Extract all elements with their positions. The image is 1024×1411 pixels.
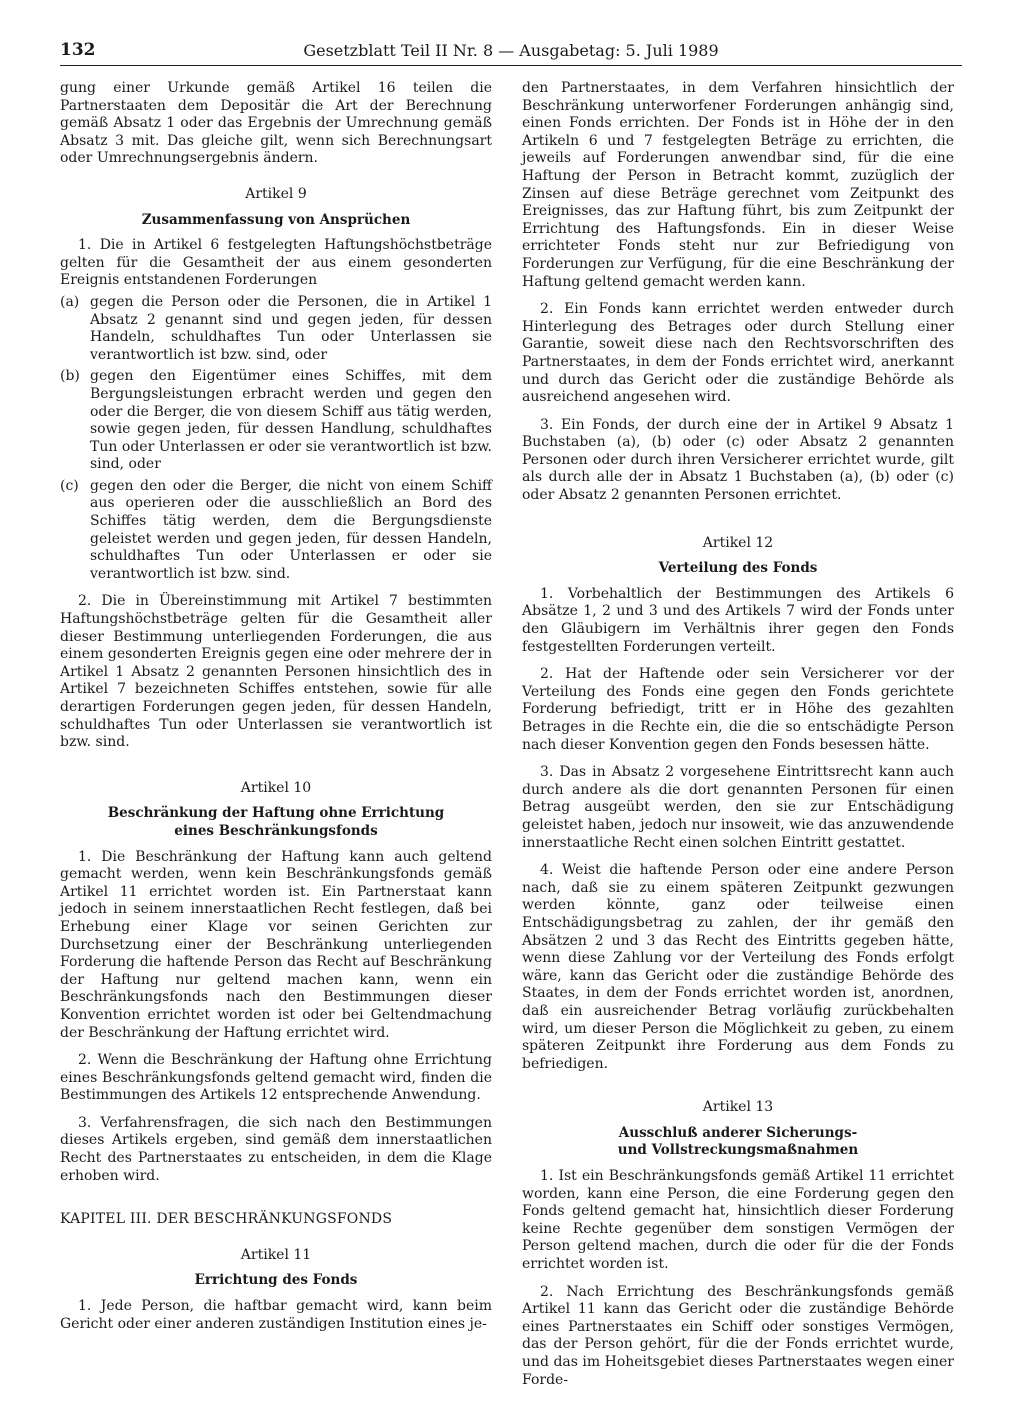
article-9-paragraph-2: 2. Die in Übereinstimmung mit Artikel 7 bestimmten Haftungshöchstbeträge gelten für die Gesamtheit aller dieser Bestimmung unterliegenden Forderungen, die aus einem gesonderten Ereignis gegen eine oder mehrere der in Artikel 1 Absatz 2 genannten Personen hinsichtlich des in Artikel 7 bezeichneten Schiffes entstehen, sowie für alle derartigen Forderungen gegen jeden, für dessen Handeln, schuldhaftes Tun oder Unterlassen sie verantwortlich ist bzw. sind. [60, 593, 492, 751]
list-item-text: gegen den Eigentümer eines Schiffes, mit dem Bergungsleistungen erbracht werden und gegen den oder die Berger, die von diesem Schiff aus tätig werden, sowie gegen jeden, für dessen Handlung, schuldhaftes Tun oder Unterlassen er oder sie verantwortlich ist bzw. sind, oder [90, 368, 492, 473]
list-item-marker: (c) [60, 477, 79, 494]
article-13-paragraph-2: 2. Nach Errichtung des Beschränkungsfonds gemäß Artikel 11 kann das Gericht oder die zuständige Behörde eines Partnerstaates ein Schiff oder sonstiges Vermögen, das der Person gehört, für die der Fonds errichtet wurde, und das im Hoheitsgebiet dieses Partnerstaates wegen einer Forde- [522, 1283, 954, 1388]
list-item-text: gegen die Person oder die Personen, die in Artikel 1 Absatz 2 genannt sind und gegen jeden, für dessen Handeln, schuldhaftes Tun oder Unterlassen sie verantwortlich ist bzw. sind, oder [90, 293, 492, 363]
article-11-paragraph-3: 3. Ein Fonds, der durch eine der in Artikel 9 Absatz 1 Buchstaben (a), (b) oder (c) oder Absatz 2 genannten Personen oder durch ihren Versicherer errichtet wurde, gilt als durch alle der in Absatz 1 Buchstaben (a), (b) oder (c) oder Absatz 2 genannten Personen errichtet. [522, 416, 954, 504]
article-11-paragraph-1-start: 1. Jede Person, die haftbar gemacht wird, kann beim Gericht oder einer anderen zuständigen Institution eines je- [60, 1298, 492, 1332]
article-10-paragraph-1: 1. Die Beschränkung der Haftung kann auch geltend gemacht werden, wenn kein Beschränkungsfonds gemäß Artikel 11 errichtet worden ist. Ein Partnerstaat kann jedoch in seinem innerstaatlichen Recht festlegen, daß bei Erhebung einer Klage vor seinen Gerichten zur Durchsetzung einer der Beschränkung unterliegenden Forderung die haftende Person das Recht auf Beschränkung der Haftung nur geltend machen kann, wenn ein Beschränkungsfonds nach den Bestimmungen dieser Konvention errichtet worden ist oder bei Geltendmachung der Beschränkung der Haftung errichtet wird. [60, 848, 492, 1041]
intro-paragraph: gung einer Urkunde gemäß Artikel 16 teilen die Partnerstaaten dem Depositär die Art der Berechnung gemäß Absatz 1 oder das Ergebnis der Umrechnung gemäß Absatz 3 mit. Das gleiche gilt, wenn sich Berechnungsart oder Umrechnungsergebnis ändern. [60, 80, 492, 167]
article-13-heading-line-1: Ausschluß anderer Sicherungs- [618, 1124, 858, 1141]
article-10-heading-line-2: eines Beschränkungsfonds [174, 822, 378, 839]
article-12-paragraph-2: 2. Hat der Haftende oder sein Versicherer vor der Verteilung des Fonds eine gegen den Fonds gerichtete Forderung befriedigt, tritt er in Höhe des gezahlten Betrages in die Rechte ein, die die so entschädigte Person nach dieser Konvention gegen den Fonds besessen hätte. [522, 666, 954, 753]
article-11-paragraph-1-continued: den Partnerstaates, in dem Verfahren hinsichtlich der Beschränkung unterworfener Forderungen anhängig sind, einen Fonds errichten. Der Fonds ist in Höhe der in den Artikeln 6 und 7 festgelegten Beträge zu errichten, die jeweils auf Forderungen anwendbar sind, für die eine Haftung der Person in Betracht kommt, zuzüglich der Zinsen auf diese Beträge gerechnet vom Zeitpunkt des Ereignisses, das zur Haftung führt, bis zum Zeitpunkt der Errichtung des Haftungsfonds. Ein in dieser Weise errichteter Fonds steht nur zur Befriedigung von Forderungen zur Verfügung, für die eine Beschränkung der Haftung geltend gemacht werden kann. [522, 80, 954, 290]
article-12-paragraph-1: 1. Vorbehaltlich der Bestimmungen des Artikels 6 Absätze 1, 2 und 3 und des Artikels 7 wird der Fonds unter den Gläubigern im Verhältnis ihrer gegen den Fonds festgestellten Forderungen verteilt. [522, 585, 954, 655]
chapter-heading: KAPITEL III. DER BESCHRÄNKUNGSFONDS [60, 1211, 393, 1228]
article-10-paragraph-2: 2. Wenn die Beschränkung der Haftung ohne Errichtung eines Beschränkungsfonds geltend gemacht wird, finden die Bestimmungen des Artikels 12 entsprechende Anwendung. [60, 1052, 492, 1104]
article-13-heading-line-2: und Vollstreckungsmaßnahmen [617, 1142, 859, 1159]
article-10-paragraph-3: 3. Verfahrensfragen, die sich nach den Bestimmungen dieses Artikels ergeben, sind gemäß dem innerstaatlichen Recht des Partnerstaates zu entscheiden, in dem die Klage erhoben wird. [60, 1114, 492, 1184]
article-9-title: Artikel 9 [245, 185, 307, 202]
article-10-heading-line-1: Beschränkung der Haftung ohne Errichtung [107, 805, 445, 822]
article-9-list [60, 294, 492, 584]
article-9-paragraph-1: 1. Die in Artikel 6 festgelegten Haftungshöchstbeträge gelten für die Gesamtheit der aus einem gesonderten Ereignis entstandenen Forderungen [60, 237, 492, 289]
article-12-paragraph-3: 3. Das in Absatz 2 vorgesehene Eintrittsrecht kann auch durch andere als die dort genannten Personen für einen Betrag ausgeübt werden, den sie zur Entschädigung geleistet haben, jedoch nur insoweit, wie das anzuwendende innerstaatliche Recht einen solchen Eintritt gestattet. [522, 764, 954, 851]
right-column [522, 80, 954, 1399]
page-number: 132 [60, 40, 96, 60]
list-item-marker: (b) [60, 368, 80, 385]
left-column [60, 80, 492, 1343]
article-10-title: Artikel 10 [240, 779, 312, 796]
running-title: Gesetzblatt Teil II Nr. 8 — Ausgabetag: 5. Juli 1989 [303, 41, 719, 60]
page-header [60, 40, 962, 66]
list-item [60, 368, 492, 474]
article-12-title: Artikel 12 [702, 534, 774, 551]
article-13-title: Artikel 13 [702, 1099, 774, 1116]
article-12-paragraph-4: 4. Weist die haftende Person oder eine andere Person nach, daß sie zu einem späteren Zeitpunkt gezwungen werden könnte, ganz oder teilweise einen Entschädigungsbetrag zu zahlen, der ihr gemäß den Absätzen 2 und 3 das Recht des Eintritts gegeben hätte, wenn diese Zahlung vor der Verteilung des Fonds erfolgt wäre, kann das Gericht oder die zuständige Behörde des Staates, in dem der Fonds errichtet worden ist, anordnen, daß ein ausreichender Betrag vorläufig zurückbehalten wird, um dieser Person die Möglichkeit zu geben, zu einem späteren Zeitpunkt ihre Forderung aus dem Fonds zu befriedigen. [522, 862, 954, 1072]
list-item [60, 478, 492, 584]
article-11-paragraph-2: 2. Ein Fonds kann errichtet werden entweder durch Hinterlegung des Betrages oder durch Stellung einer Garantie, soweit diese nach den Rechtsvorschriften des Partnerstaates, in dem der Fonds errichtet wird, anerkannt und durch das Gericht oder die zuständige Behörde als ausreichend angesehen wird. [522, 301, 954, 406]
article-11-title: Artikel 11 [240, 1246, 312, 1263]
header-rule [60, 65, 962, 66]
article-12-heading: Verteilung des Fonds [658, 560, 818, 577]
article-11-heading: Errichtung des Fonds [194, 1272, 358, 1289]
list-item [60, 294, 492, 364]
list-item-marker: (a) [60, 293, 80, 310]
article-13-paragraph-1: 1. Ist ein Beschränkungsfonds gemäß Artikel 11 errichtet worden, kann eine Person, die eine Forderung gegen den Fonds geltend gemacht hat, hinsichtlich dieser Forderung keine Rechte gegenüber dem sonstigen Vermögen der Person geltend machen, durch die oder für die der Fonds errichtet worden ist. [522, 1168, 954, 1273]
list-item-text: gegen den oder die Berger, die nicht von einem Schiff aus operieren oder die ausschließlich an Bord des Schiffes tätig werden, dem die Bergungsdienste geleistet werden und gegen jeden, für dessen Handeln, schuldhaftes Tun oder Unterlassen er oder sie verantwortlich ist bzw. sind. [90, 477, 492, 582]
article-9-heading: Zusammenfassung von Ansprüchen [141, 211, 411, 228]
